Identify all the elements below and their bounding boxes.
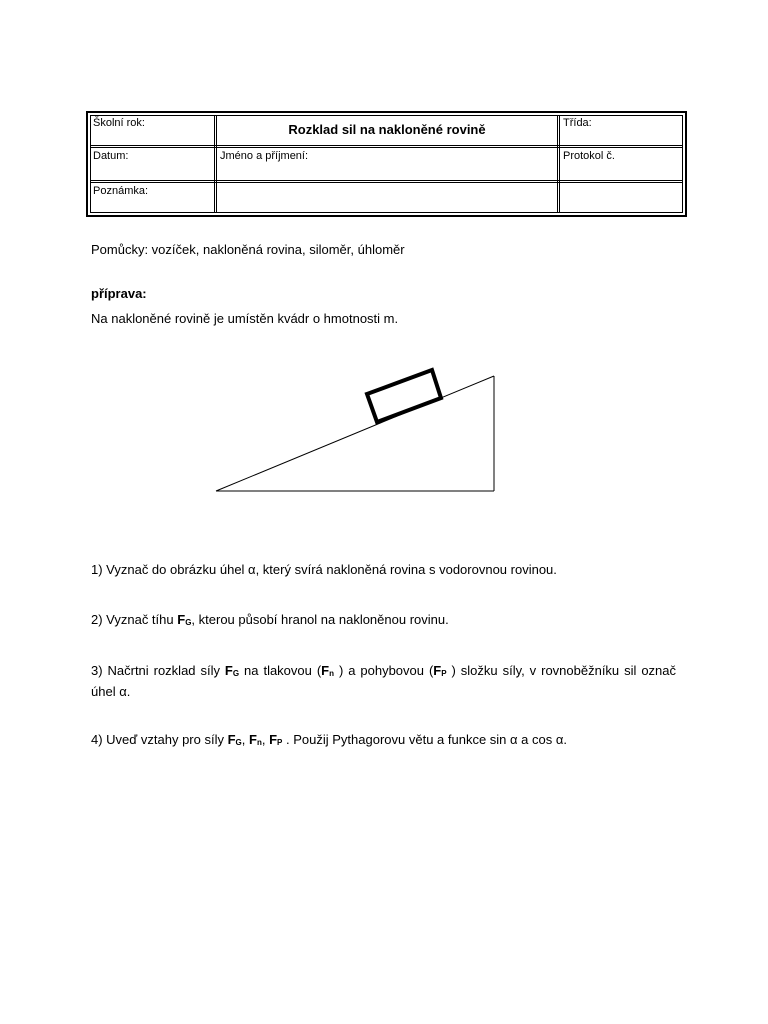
header-table [86, 111, 687, 217]
task-4-force-g-sub: G [235, 738, 242, 747]
task-3-force-n-sub: n [329, 669, 334, 678]
task-4-force-g: F [227, 732, 236, 747]
task-3 [91, 662, 676, 701]
column-divider [557, 115, 558, 213]
task-4-sep2: , [261, 732, 270, 747]
class-cell [560, 115, 683, 145]
task-4-force-n: F [249, 732, 257, 747]
tools-line: Pomůcky: vozíček, nakloněná rovina, siloměr, úhloměr [91, 242, 405, 257]
task-4-force-p-sub: P [277, 738, 283, 747]
protocol-label: Protokol č. [563, 150, 615, 162]
task-2-force: F [177, 612, 186, 627]
task-4-text: 4) Uveď vztahy pro síly [91, 732, 228, 747]
block-on-incline [367, 370, 441, 422]
name-cell [217, 148, 557, 180]
task-4-text-end: . Použij Pythagorovu větu a funkce sin α a cos α. [282, 732, 567, 747]
prep-text: Na nakloněné rovině je umístěn kvádr o hmotnosti m. [91, 311, 399, 326]
title-cell [217, 115, 557, 145]
school-year-cell [90, 115, 214, 145]
task-3-force-g-sub: G [232, 669, 240, 678]
row-divider [90, 180, 683, 181]
task-4-force-n-sub: n [256, 738, 262, 747]
task-3-force-n: F [321, 663, 330, 678]
row-divider [90, 145, 683, 146]
task-3-text-mid: na tlakovou ( [239, 663, 322, 678]
task-1: 1) Vyznač do obrázku úhel α, který svírá nakloněná rovina s vodorovnou rovinou. [91, 562, 557, 577]
task-3-text-mid2: ) a pohybovou ( [334, 663, 434, 678]
task-3-text-end: ) složku síly, v rovnoběžníku sil označ úhel α. [91, 663, 677, 699]
name-label: Jméno a příjmení: [220, 150, 309, 162]
date-label: Datum: [93, 150, 129, 162]
note-cell [90, 183, 557, 213]
school-year-label: Školní rok: [93, 117, 145, 129]
task-2-text-end: , kterou působí hranol na nakloněnou rovinu. [191, 612, 449, 627]
task-2-text: 2) Vyznač tíhu [91, 612, 178, 627]
note-label: Poznámka: [93, 185, 149, 197]
task-3-text: 3) Načrtni rozklad síly [91, 663, 225, 678]
protocol-cell [560, 148, 683, 180]
date-cell [90, 148, 214, 180]
task-3-force-g: F [224, 663, 233, 678]
worksheet-title: Rozklad sil na nakloněné rovině [288, 122, 486, 137]
task-3-force-p-sub: P [441, 669, 447, 678]
task-4 [91, 731, 567, 752]
class-label: Třída: [563, 117, 592, 129]
prep-heading: příprava: [91, 286, 147, 301]
incline-slope [216, 376, 494, 491]
inclined-plane-diagram [210, 360, 510, 500]
task-2 [91, 611, 449, 632]
task-4-sep1: , [241, 732, 250, 747]
task-3-force-p: F [433, 663, 442, 678]
task-4-force-p: F [269, 732, 278, 747]
task-2-force-sub: G [185, 618, 192, 627]
